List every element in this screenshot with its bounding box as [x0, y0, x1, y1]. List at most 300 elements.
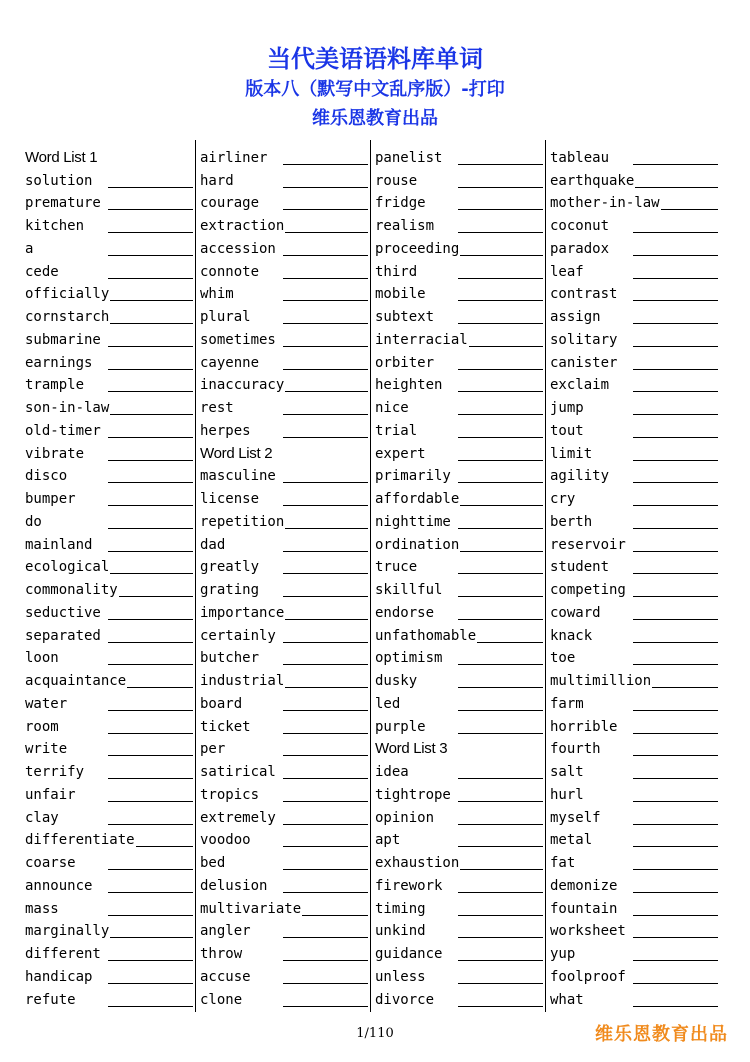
word-text: nighttime — [375, 513, 451, 530]
answer-blank-line — [633, 642, 718, 643]
answer-blank-line — [633, 505, 718, 506]
word-text: different — [25, 946, 101, 962]
column-divider — [545, 140, 546, 1012]
word-row — [200, 168, 368, 191]
word-row — [375, 509, 543, 532]
word-row — [550, 646, 718, 669]
answer-blank-line — [108, 983, 193, 984]
answer-blank-line — [283, 755, 368, 756]
word-row — [25, 213, 193, 236]
answer-blank-line — [108, 232, 193, 233]
answer-blank-line — [458, 710, 543, 711]
word-text: leaf — [550, 263, 584, 280]
word-row — [375, 691, 543, 714]
answer-blank-line — [283, 664, 368, 665]
word-text: connote — [200, 263, 260, 280]
word-row — [25, 418, 193, 441]
answer-blank-line — [633, 551, 718, 552]
answer-blank-line — [283, 391, 368, 392]
answer-blank-line — [283, 960, 368, 961]
word-text: hurl — [550, 786, 584, 803]
word-text: disco — [25, 468, 68, 485]
word-row — [25, 555, 193, 578]
word-row — [375, 873, 543, 896]
word-row — [25, 805, 193, 828]
answer-blank-line — [108, 414, 193, 415]
word-text: officially — [25, 286, 110, 303]
word-row — [25, 759, 193, 782]
answer-blank-line — [108, 187, 193, 188]
column-divider — [195, 140, 196, 1012]
word-text: contrast — [550, 286, 618, 303]
word-text: bed — [200, 855, 226, 871]
answer-blank-line — [458, 915, 543, 916]
word-row — [200, 486, 368, 509]
word-row — [25, 509, 193, 532]
word-text: opinion — [375, 809, 435, 826]
answer-blank-line — [108, 209, 193, 210]
word-text: courage — [200, 195, 260, 212]
word-row — [550, 236, 718, 259]
word-text: handicap — [25, 968, 93, 985]
word-text: seductive — [25, 604, 101, 621]
word-row — [25, 782, 193, 805]
word-row — [550, 395, 718, 418]
word-text: solitary — [550, 331, 618, 348]
word-row — [25, 259, 193, 282]
word-text: importance — [200, 604, 285, 621]
word-text: license — [200, 491, 260, 507]
word-text: apt — [375, 832, 401, 849]
word-text: submarine — [25, 331, 101, 348]
answer-blank-line — [633, 460, 718, 461]
word-text: assign — [550, 309, 601, 325]
answer-blank-line — [458, 460, 543, 461]
word-text: divorce — [375, 991, 435, 1008]
answer-blank-line — [458, 892, 543, 893]
word-row — [25, 464, 193, 487]
answer-blank-line — [458, 278, 543, 279]
word-row — [375, 623, 543, 646]
word-row — [375, 350, 543, 373]
word-text: accession — [200, 240, 276, 257]
answer-blank-line — [458, 346, 543, 347]
word-text: ticket — [200, 718, 251, 735]
word-text: differentiate — [25, 832, 135, 849]
answer-blank-line — [108, 915, 193, 916]
word-row — [550, 691, 718, 714]
word-row — [550, 919, 718, 942]
word-column-3 — [375, 145, 543, 1010]
answer-blank-line — [283, 528, 368, 529]
word-row — [25, 987, 193, 1010]
word-text: reservoir — [550, 536, 626, 553]
word-text: mainland — [25, 536, 93, 553]
word-row — [375, 213, 543, 236]
answer-blank-line — [633, 437, 718, 438]
word-row — [550, 327, 718, 350]
word-text: horrible — [550, 718, 618, 735]
answer-blank-line — [283, 482, 368, 483]
answer-blank-line — [108, 278, 193, 279]
answer-blank-line — [458, 869, 543, 870]
word-row — [550, 714, 718, 737]
word-text: dad — [200, 536, 226, 553]
word-row — [25, 304, 193, 327]
word-row — [25, 828, 193, 851]
word-row — [25, 191, 193, 214]
answer-blank-line — [633, 255, 718, 256]
word-row — [200, 373, 368, 396]
answer-blank-line — [283, 892, 368, 893]
answer-blank-line — [283, 733, 368, 734]
word-text: nice — [375, 400, 409, 416]
word-row — [550, 555, 718, 578]
word-row — [375, 532, 543, 555]
answer-blank-line — [633, 300, 718, 301]
answer-blank-line — [108, 596, 193, 597]
word-row — [375, 577, 543, 600]
word-text: delusion — [200, 877, 268, 894]
word-row — [200, 464, 368, 487]
word-text: fridge — [375, 195, 426, 212]
word-text: optimism — [375, 650, 443, 667]
word-row — [375, 395, 543, 418]
answer-blank-line — [458, 482, 543, 483]
word-text: son-in-law — [25, 400, 110, 416]
answer-blank-line — [633, 391, 718, 392]
page-subtitle: 版本八（默写中文乱序版）-打印 — [245, 79, 505, 100]
word-text: angler — [200, 923, 251, 940]
answer-blank-line — [108, 664, 193, 665]
word-row — [550, 873, 718, 896]
answer-blank-line — [108, 528, 193, 529]
answer-blank-line — [633, 846, 718, 847]
answer-blank-line — [108, 642, 193, 643]
answer-blank-line — [283, 437, 368, 438]
answer-blank-line — [108, 619, 193, 620]
answer-blank-line — [458, 619, 543, 620]
word-text: rest — [200, 400, 234, 416]
answer-blank-line — [458, 437, 543, 438]
answer-blank-line — [458, 369, 543, 370]
answer-blank-line — [283, 164, 368, 165]
word-row — [375, 418, 543, 441]
answer-blank-line — [458, 391, 543, 392]
word-row — [200, 850, 368, 873]
answer-blank-line — [108, 824, 193, 825]
word-text: mother-in-law — [550, 195, 660, 212]
word-row — [25, 168, 193, 191]
answer-blank-line — [633, 278, 718, 279]
word-text: mass — [25, 900, 59, 917]
word-row — [25, 850, 193, 873]
answer-blank-line — [283, 778, 368, 779]
word-text: multimillion — [550, 673, 652, 689]
word-text: primarily — [375, 468, 451, 485]
word-text: firework — [375, 877, 443, 894]
answer-blank-line — [108, 391, 193, 392]
answer-blank-line — [283, 300, 368, 301]
word-row — [25, 919, 193, 942]
word-row — [550, 782, 718, 805]
word-row — [550, 805, 718, 828]
answer-blank-line — [283, 801, 368, 802]
word-row — [200, 919, 368, 942]
answer-blank-line — [283, 187, 368, 188]
answer-blank-line — [283, 255, 368, 256]
answer-blank-line — [108, 323, 193, 324]
word-row — [550, 418, 718, 441]
word-row — [25, 441, 193, 464]
word-row — [25, 350, 193, 373]
answer-blank-line — [283, 551, 368, 552]
word-row — [550, 441, 718, 464]
answer-blank-line — [458, 164, 543, 165]
word-row — [375, 373, 543, 396]
answer-blank-line — [283, 983, 368, 984]
word-list-heading — [200, 441, 368, 464]
word-text: throw — [200, 946, 243, 962]
word-list-title: Word List 2 — [200, 444, 273, 462]
word-text: limit — [550, 445, 593, 462]
answer-blank-line — [108, 505, 193, 506]
word-text: canister — [550, 354, 618, 371]
word-row — [375, 850, 543, 873]
answer-blank-line — [108, 801, 193, 802]
answer-blank-line — [633, 596, 718, 597]
answer-blank-line — [633, 937, 718, 938]
word-text: heighten — [375, 377, 443, 394]
word-text: toe — [550, 650, 576, 667]
answer-blank-line — [283, 369, 368, 370]
word-row — [200, 646, 368, 669]
answer-blank-line — [108, 437, 193, 438]
word-text: repetition — [200, 513, 285, 530]
word-row — [375, 236, 543, 259]
word-text: voodoo — [200, 832, 251, 849]
answer-blank-line — [108, 482, 193, 483]
word-text: industrial — [200, 673, 285, 689]
watermark-logo: 维乐恩教育出品 — [595, 1024, 728, 1045]
word-text: purple — [375, 718, 426, 735]
answer-blank-line — [633, 960, 718, 961]
word-text: earthquake — [550, 172, 635, 189]
answer-blank-line — [458, 960, 543, 961]
word-row — [200, 873, 368, 896]
word-column-1 — [25, 145, 193, 1010]
answer-blank-line — [108, 733, 193, 734]
word-row — [25, 668, 193, 691]
word-text: fat — [550, 855, 576, 871]
answer-blank-line — [458, 824, 543, 825]
word-row — [200, 236, 368, 259]
word-text: skillful — [375, 582, 443, 598]
word-text: rouse — [375, 172, 418, 189]
word-row — [25, 737, 193, 760]
word-row — [375, 668, 543, 691]
answer-blank-line — [283, 346, 368, 347]
answer-blank-line — [108, 960, 193, 961]
answer-blank-line — [458, 255, 543, 256]
answer-blank-line — [633, 482, 718, 483]
word-row — [200, 350, 368, 373]
answer-blank-line — [633, 232, 718, 233]
word-text: led — [375, 695, 401, 712]
word-row — [25, 532, 193, 555]
word-row — [375, 259, 543, 282]
word-row — [200, 714, 368, 737]
answer-blank-line — [458, 551, 543, 552]
answer-blank-line — [108, 300, 193, 301]
word-text: paradox — [550, 240, 610, 257]
word-row — [550, 259, 718, 282]
answer-blank-line — [633, 528, 718, 529]
word-row — [200, 395, 368, 418]
word-text: yup — [550, 946, 576, 962]
answer-blank-line — [108, 346, 193, 347]
page-title: 当代美语语料库单词 — [267, 45, 483, 73]
word-text: airliner — [200, 149, 268, 166]
word-row — [550, 532, 718, 555]
word-row — [200, 782, 368, 805]
word-row — [375, 600, 543, 623]
word-row — [550, 987, 718, 1010]
word-row — [550, 464, 718, 487]
word-row — [550, 623, 718, 646]
word-row — [25, 896, 193, 919]
word-row — [25, 395, 193, 418]
word-row — [550, 737, 718, 760]
answer-blank-line — [458, 733, 543, 734]
answer-blank-line — [633, 346, 718, 347]
word-row — [200, 623, 368, 646]
word-text: foolproof — [550, 968, 626, 985]
answer-blank-line — [283, 710, 368, 711]
word-text: cornstarch — [25, 309, 110, 325]
answer-blank-line — [633, 369, 718, 370]
word-text: acquaintance — [25, 673, 127, 689]
word-row — [200, 418, 368, 441]
answer-blank-line — [283, 278, 368, 279]
word-row — [200, 600, 368, 623]
word-row — [375, 464, 543, 487]
word-row — [375, 304, 543, 327]
word-text: plural — [200, 309, 251, 325]
answer-blank-line — [458, 664, 543, 665]
word-text: unkind — [375, 923, 426, 940]
page-number: 1/110 — [356, 1026, 394, 1041]
word-row — [375, 759, 543, 782]
answer-blank-line — [108, 755, 193, 756]
answer-blank-line — [633, 824, 718, 825]
word-row — [25, 623, 193, 646]
answer-blank-line — [283, 937, 368, 938]
word-text: bumper — [25, 491, 76, 507]
word-row — [200, 737, 368, 760]
word-text: butcher — [200, 650, 260, 667]
word-row — [25, 282, 193, 305]
word-text: inaccuracy — [200, 377, 285, 394]
word-row — [200, 759, 368, 782]
word-row — [375, 919, 543, 942]
word-text: fourth — [550, 741, 601, 758]
word-row — [550, 373, 718, 396]
word-row — [375, 327, 543, 350]
word-row — [550, 577, 718, 600]
word-row — [375, 896, 543, 919]
word-text: earnings — [25, 354, 93, 371]
answer-blank-line — [458, 846, 543, 847]
word-row — [550, 964, 718, 987]
word-text: sometimes — [200, 331, 276, 348]
word-text: extraction — [200, 218, 285, 234]
answer-blank-line — [633, 323, 718, 324]
word-row — [550, 145, 718, 168]
word-row — [550, 600, 718, 623]
word-row — [550, 304, 718, 327]
word-text: room — [25, 718, 59, 735]
word-text: competing — [550, 582, 626, 598]
word-row — [375, 555, 543, 578]
word-row — [200, 828, 368, 851]
word-row — [375, 805, 543, 828]
word-text: mobile — [375, 286, 426, 303]
word-text: guidance — [375, 946, 443, 962]
answer-blank-line — [633, 187, 718, 188]
word-row — [200, 555, 368, 578]
word-text: water — [25, 695, 68, 712]
word-row — [200, 896, 368, 919]
word-text: premature — [25, 195, 101, 212]
word-row — [200, 532, 368, 555]
word-row — [25, 964, 193, 987]
word-row — [200, 987, 368, 1010]
word-row — [200, 327, 368, 350]
word-text: commonality — [25, 582, 118, 598]
answer-blank-line — [283, 846, 368, 847]
word-row — [200, 191, 368, 214]
word-row — [550, 850, 718, 873]
answer-blank-line — [283, 505, 368, 506]
word-row — [200, 145, 368, 168]
answer-blank-line — [633, 869, 718, 870]
column-divider — [370, 140, 371, 1012]
word-text: myself — [550, 809, 601, 826]
answer-blank-line — [108, 937, 193, 938]
word-text: interracial — [375, 331, 468, 348]
word-text: timing — [375, 900, 426, 917]
answer-blank-line — [458, 323, 543, 324]
word-text: farm — [550, 695, 584, 712]
answer-blank-line — [458, 528, 543, 529]
word-text: jump — [550, 400, 584, 416]
word-row — [375, 714, 543, 737]
word-row — [25, 327, 193, 350]
word-text: worksheet — [550, 923, 626, 940]
answer-blank-line — [108, 778, 193, 779]
word-row — [25, 873, 193, 896]
word-list-heading — [25, 145, 193, 168]
word-text: clone — [200, 991, 243, 1008]
word-text: ordination — [375, 536, 460, 553]
answer-blank-line — [108, 551, 193, 552]
word-text: demonize — [550, 877, 618, 894]
answer-blank-line — [283, 209, 368, 210]
word-text: affordable — [375, 491, 460, 507]
word-text: trample — [25, 377, 85, 394]
answer-blank-line — [458, 687, 543, 688]
